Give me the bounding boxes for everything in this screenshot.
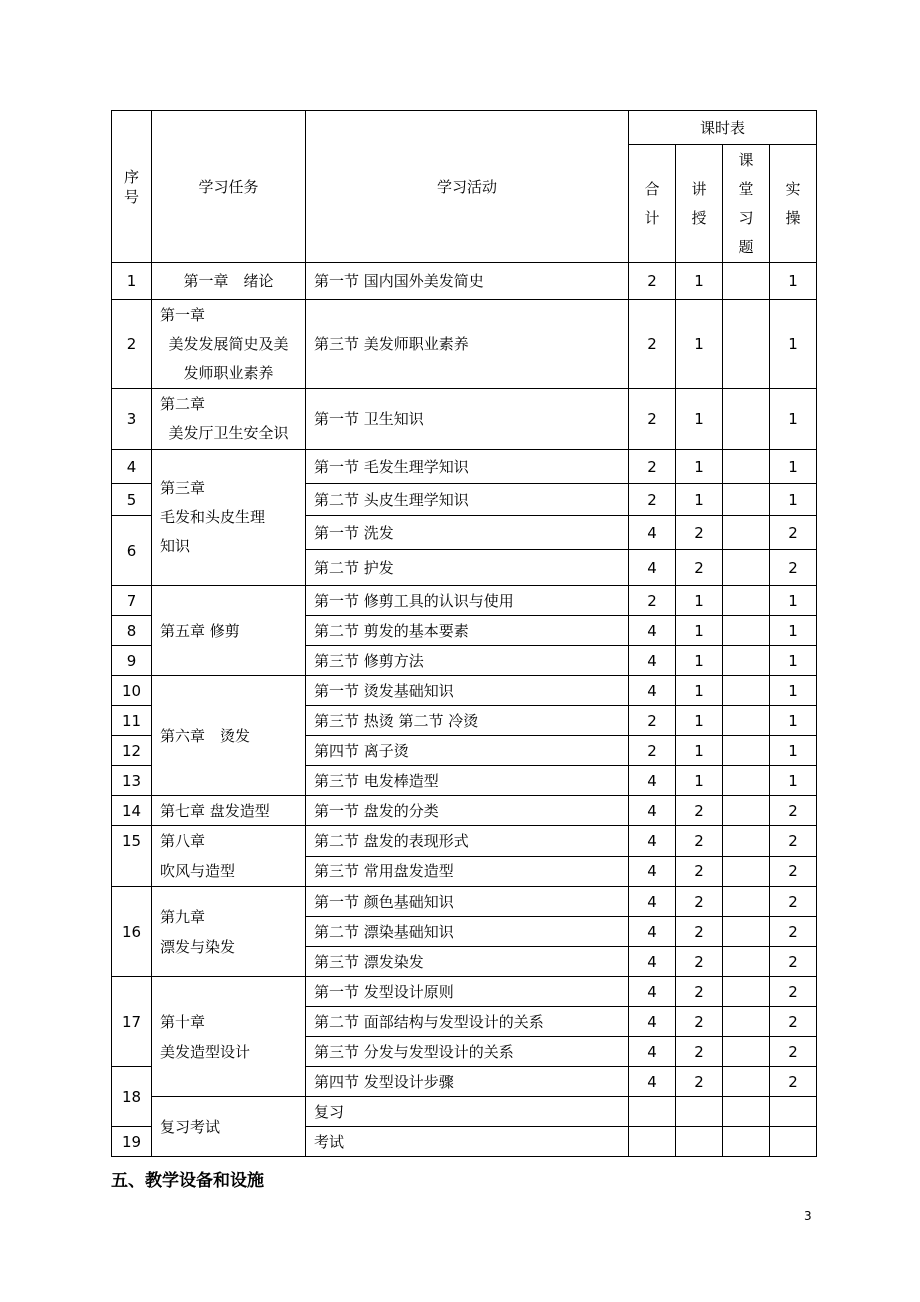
activity-cell: 第一节 发型设计原则	[306, 977, 629, 1007]
activity-cell: 第一节 国内国外美发简史	[306, 263, 629, 300]
practice-cell: 1	[770, 706, 817, 736]
activity-cell: 第四节 离子烫	[306, 736, 629, 766]
seq-cell: 16	[112, 887, 152, 977]
practice-cell: 2	[770, 1037, 817, 1067]
seq-cell: 14	[112, 796, 152, 826]
table-row	[112, 389, 817, 450]
total-cell: 4	[629, 550, 676, 586]
lecture-cell: 2	[676, 856, 723, 887]
practice-cell: 1	[770, 586, 817, 616]
activity-cell: 第一节 烫发基础知识	[306, 676, 629, 706]
total-cell: 4	[629, 917, 676, 947]
lecture-cell: 2	[676, 917, 723, 947]
lecture-cell: 2	[676, 1067, 723, 1097]
header-hours: 课时表	[629, 111, 817, 145]
exercise-cell	[723, 856, 770, 887]
seq-cell: 4	[112, 450, 152, 484]
practice-cell: 2	[770, 947, 817, 977]
practice-cell: 2	[770, 826, 817, 857]
activity-cell: 第三节 热烫 第二节 冷烫	[306, 706, 629, 736]
practice-cell: 1	[770, 736, 817, 766]
table-row	[112, 977, 817, 1007]
task-cell: 第五章 修剪	[152, 586, 306, 676]
total-cell: 4	[629, 1067, 676, 1097]
practice-cell: 1	[770, 676, 817, 706]
exercise-cell	[723, 550, 770, 586]
practice-cell: 2	[770, 856, 817, 887]
exercise-cell	[723, 887, 770, 917]
seq-cell: 12	[112, 736, 152, 766]
total-cell: 4	[629, 516, 676, 550]
table-row	[112, 796, 817, 826]
exercise-cell	[723, 263, 770, 300]
practice-cell: 2	[770, 977, 817, 1007]
task-cell: 第八章 吹风与造型	[152, 826, 306, 887]
total-cell: 2	[629, 736, 676, 766]
seq-cell: 13	[112, 766, 152, 796]
total-cell: 4	[629, 947, 676, 977]
total-cell: 2	[629, 389, 676, 450]
total-cell: 2	[629, 300, 676, 389]
seq-cell: 11	[112, 706, 152, 736]
practice-cell: 2	[770, 917, 817, 947]
seq-cell: 17	[112, 977, 152, 1067]
activity-cell: 第二节 护发	[306, 550, 629, 586]
lecture-cell: 2	[676, 826, 723, 857]
total-cell: 4	[629, 616, 676, 646]
header-total: 合 计	[629, 145, 676, 263]
exercise-cell	[723, 616, 770, 646]
practice-cell	[770, 1097, 817, 1127]
activity-cell: 第四节 发型设计步骤	[306, 1067, 629, 1097]
exercise-cell	[723, 1007, 770, 1037]
seq-cell: 5	[112, 484, 152, 516]
lecture-cell: 2	[676, 516, 723, 550]
total-cell: 4	[629, 856, 676, 887]
lecture-cell: 1	[676, 263, 723, 300]
practice-cell: 1	[770, 484, 817, 516]
task-cell: 第九章 漂发与染发	[152, 887, 306, 977]
activity-cell: 第二节 盘发的表现形式	[306, 826, 629, 857]
lecture-cell: 1	[676, 706, 723, 736]
practice-cell: 1	[770, 389, 817, 450]
activity-cell: 第二节 面部结构与发型设计的关系	[306, 1007, 629, 1037]
seq-cell: 8	[112, 616, 152, 646]
exercise-cell	[723, 1037, 770, 1067]
activity-cell: 第三节 美发师职业素养	[306, 300, 629, 389]
total-cell: 4	[629, 1007, 676, 1037]
activity-cell: 第二节 剪发的基本要素	[306, 616, 629, 646]
total-cell: 4	[629, 1037, 676, 1067]
activity-cell: 第一节 毛发生理学知识	[306, 450, 629, 484]
table-row	[112, 887, 817, 917]
practice-cell: 2	[770, 796, 817, 826]
seq-cell: 3	[112, 389, 152, 450]
total-cell: 2	[629, 586, 676, 616]
practice-cell: 1	[770, 450, 817, 484]
exercise-cell	[723, 484, 770, 516]
exercise-cell	[723, 1097, 770, 1127]
lecture-cell: 1	[676, 450, 723, 484]
practice-cell: 1	[770, 300, 817, 389]
practice-cell: 2	[770, 1067, 817, 1097]
exercise-cell	[723, 826, 770, 857]
total-cell: 2	[629, 484, 676, 516]
practice-cell: 2	[770, 1007, 817, 1037]
table-row	[112, 300, 817, 389]
seq-cell: 1	[112, 263, 152, 300]
lecture-cell: 1	[676, 676, 723, 706]
seq-cell: 6	[112, 516, 152, 586]
task-cell: 第三章 毛发和头皮生理 知识	[152, 450, 306, 586]
header-classroom-exercise: 课 堂 习 题	[723, 145, 770, 263]
total-cell: 2	[629, 450, 676, 484]
task-cell: 第七章 盘发造型	[152, 796, 306, 826]
table-row	[112, 263, 817, 300]
total-cell: 4	[629, 766, 676, 796]
total-cell: 2	[629, 706, 676, 736]
exercise-cell	[723, 1067, 770, 1097]
exercise-cell	[723, 1127, 770, 1157]
exercise-cell	[723, 300, 770, 389]
seq-cell: 15	[112, 826, 152, 887]
activity-cell: 第三节 漂发染发	[306, 947, 629, 977]
seq-cell: 10	[112, 676, 152, 706]
exercise-cell	[723, 516, 770, 550]
header-practice: 实 操	[770, 145, 817, 263]
exercise-cell	[723, 450, 770, 484]
lecture-cell: 2	[676, 1007, 723, 1037]
total-cell: 4	[629, 887, 676, 917]
activity-cell: 第一节 颜色基础知识	[306, 887, 629, 917]
practice-cell: 1	[770, 646, 817, 676]
table-row	[112, 1097, 817, 1127]
lecture-cell: 1	[676, 646, 723, 676]
lecture-cell: 2	[676, 887, 723, 917]
section-heading: 五、教学设备和设施	[111, 1171, 264, 1191]
table-row	[112, 586, 817, 616]
table-row	[112, 826, 817, 857]
seq-cell: 2	[112, 300, 152, 389]
lecture-cell: 1	[676, 484, 723, 516]
seq-cell: 18	[112, 1067, 152, 1127]
activity-cell: 第三节 电发棒造型	[306, 766, 629, 796]
activity-cell: 复习	[306, 1097, 629, 1127]
exercise-cell	[723, 646, 770, 676]
exercise-cell	[723, 917, 770, 947]
activity-cell: 第一节 洗发	[306, 516, 629, 550]
table-row	[112, 676, 817, 706]
activity-cell: 第一节 卫生知识	[306, 389, 629, 450]
lecture-cell: 1	[676, 766, 723, 796]
seq-cell: 19	[112, 1127, 152, 1157]
exercise-cell	[723, 766, 770, 796]
activity-cell: 第三节 修剪方法	[306, 646, 629, 676]
schedule-table	[111, 110, 817, 1157]
total-cell: 4	[629, 977, 676, 1007]
lecture-cell: 1	[676, 300, 723, 389]
activity-cell: 第一节 盘发的分类	[306, 796, 629, 826]
exercise-cell	[723, 796, 770, 826]
practice-cell	[770, 1127, 817, 1157]
seq-cell: 7	[112, 586, 152, 616]
exercise-cell	[723, 586, 770, 616]
exercise-cell	[723, 736, 770, 766]
seq-cell: 9	[112, 646, 152, 676]
practice-cell: 1	[770, 263, 817, 300]
lecture-cell	[676, 1097, 723, 1127]
header-seq: 序 号	[112, 111, 152, 263]
activity-cell: 考试	[306, 1127, 629, 1157]
activity-cell: 第一节 修剪工具的认识与使用	[306, 586, 629, 616]
total-cell	[629, 1097, 676, 1127]
lecture-cell	[676, 1127, 723, 1157]
lecture-cell: 1	[676, 616, 723, 646]
exercise-cell	[723, 706, 770, 736]
total-cell: 2	[629, 263, 676, 300]
header-task: 学习任务	[152, 111, 306, 263]
exercise-cell	[723, 389, 770, 450]
lecture-cell: 1	[676, 389, 723, 450]
practice-cell: 1	[770, 766, 817, 796]
total-cell	[629, 1127, 676, 1157]
task-cell: 第六章 烫发	[152, 676, 306, 796]
header-activity: 学习活动	[306, 111, 629, 263]
lecture-cell: 1	[676, 586, 723, 616]
activity-cell: 第二节 漂染基础知识	[306, 917, 629, 947]
header-lecture: 讲 授	[676, 145, 723, 263]
exercise-cell	[723, 947, 770, 977]
activity-cell: 第二节 头皮生理学知识	[306, 484, 629, 516]
lecture-cell: 2	[676, 947, 723, 977]
total-cell: 4	[629, 796, 676, 826]
task-cell: 第十章 美发造型设计	[152, 977, 306, 1097]
lecture-cell: 2	[676, 1037, 723, 1067]
activity-cell: 第三节 常用盘发造型	[306, 856, 629, 887]
task-cell: 第一章 绪论	[152, 263, 306, 300]
table-row	[112, 450, 817, 484]
total-cell: 4	[629, 676, 676, 706]
practice-cell: 2	[770, 550, 817, 586]
exercise-cell	[723, 676, 770, 706]
total-cell: 4	[629, 826, 676, 857]
practice-cell: 2	[770, 516, 817, 550]
lecture-cell: 2	[676, 550, 723, 586]
exercise-cell	[723, 977, 770, 1007]
page-number: 3	[804, 1209, 812, 1223]
lecture-cell: 2	[676, 796, 723, 826]
lecture-cell: 2	[676, 977, 723, 1007]
total-cell: 4	[629, 646, 676, 676]
practice-cell: 1	[770, 616, 817, 646]
lecture-cell: 1	[676, 736, 723, 766]
task-cell: 第一章 美发发展简史及美 发师职业素养	[152, 300, 306, 389]
task-cell: 复习考试	[152, 1097, 306, 1157]
activity-cell: 第三节 分发与发型设计的关系	[306, 1037, 629, 1067]
task-cell: 第二章 美发厅卫生安全识	[152, 389, 306, 450]
practice-cell: 2	[770, 887, 817, 917]
